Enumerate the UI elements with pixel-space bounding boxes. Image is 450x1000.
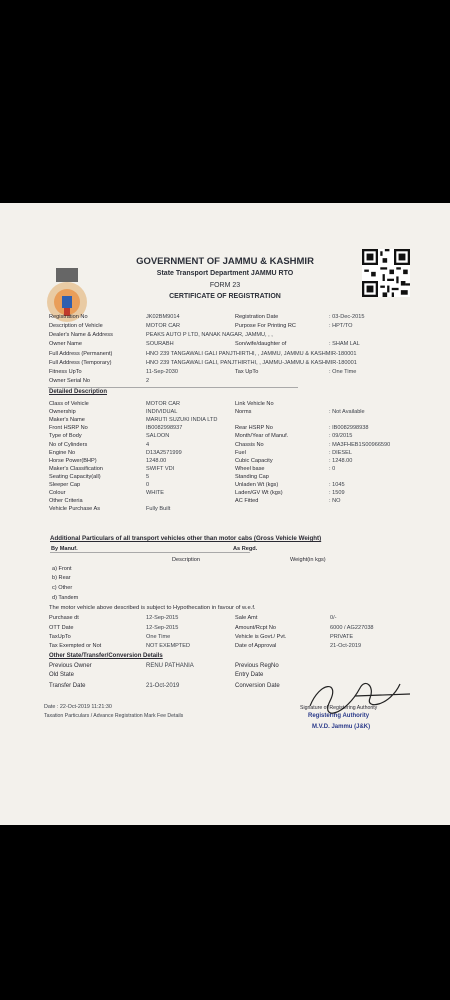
detail-value: SWIFT VDI [146, 466, 175, 472]
field-value: JK02BM9014 [146, 314, 180, 320]
detail-value: 0 [146, 482, 150, 488]
detail-label: Norms [235, 409, 252, 415]
certificate-title: CERTIFICATE OF REGISTRATION [169, 293, 281, 300]
detail-label: Chassis No [235, 442, 264, 448]
detail-value: : 09/2015 [329, 433, 353, 439]
detail-label: Fuel [235, 450, 246, 456]
government-title: GOVERNMENT OF JAMMU & KASHMIR [136, 256, 314, 267]
divider-line [50, 552, 250, 553]
by-manuf-label: By Manuf. [51, 546, 78, 552]
detail-value: 4 [146, 442, 150, 448]
detail-label: Horse Power(BHP) [49, 458, 97, 464]
detail-label: Type of Body [49, 433, 82, 439]
transfer-details-title: Other State/Transfer/Conversion Details [49, 653, 163, 659]
purchase-label: Date of Approval [235, 643, 277, 649]
description-header: Description [172, 557, 200, 563]
detail-value: WHITE [146, 490, 165, 496]
field-value: : SHAM LAL [329, 341, 360, 347]
field-label: Description of Vehicle [49, 323, 103, 329]
weight-header: Weight(in kgs) [290, 557, 326, 563]
detail-value: : 1045 [329, 482, 345, 488]
detail-value: SALOON [146, 433, 170, 439]
detail-value: 1248.00 [146, 458, 167, 464]
transfer-label: Transfer Date [49, 683, 86, 689]
transfer-label: Conversion Date [235, 683, 280, 689]
purchase-label: Tax Exempted or Not [49, 643, 102, 649]
detail-label: Class of Vehicle [49, 401, 89, 407]
detail-label: Standing Cap [235, 474, 269, 480]
detail-value: Fully Built [146, 506, 171, 512]
purchase-value: One Time [146, 634, 171, 640]
transfer-label: Old State [49, 672, 75, 678]
field-value: 11-Sep-2030 [146, 369, 178, 375]
transfer-label: Previous RegNo [235, 663, 279, 669]
detail-value: : MA3FHEB1S00966590 [329, 442, 391, 448]
purchase-label: Sale Amt [235, 615, 258, 621]
detail-label: AC Fitted [235, 498, 259, 504]
detail-label: Laden/GV Wt (kgs) [235, 490, 283, 496]
field-value: : One Time [329, 369, 357, 375]
purchase-label: Purchase dt [49, 615, 79, 621]
detail-label: Front HSRP No [49, 425, 88, 431]
detail-label: Wheel base [235, 466, 265, 472]
field-value: MOTOR CAR [146, 323, 181, 329]
field-value: PEAKS AUTO P LTD, NANAK NAGAR, JAMMU, , , [146, 332, 273, 338]
field-value: SOURABH [146, 341, 174, 347]
detail-value: MOTOR CAR [146, 401, 181, 407]
purchase-label: OTT Date [49, 625, 74, 631]
axle-item: c) Other [52, 585, 73, 591]
detail-label: Ownership [49, 409, 76, 415]
signature-caption: Signature of Registering Authority [300, 705, 378, 711]
purchase-value: PRIVATE [330, 634, 354, 640]
axle-item: a) Front [52, 566, 72, 572]
field-label: Full Address (Permanent) [49, 351, 113, 357]
detail-label: Unladen Wt (kgs) [235, 482, 279, 488]
detail-label: No of Cylinders [49, 442, 88, 448]
detail-value: IB0082998937 [146, 425, 183, 431]
field-label: Registration No [49, 314, 88, 320]
purchase-value: 12-Sep-2015 [146, 625, 179, 631]
detail-label: Link Vehicle No [235, 401, 274, 407]
taxation-particulars: Taxation Particulars / Advance Registration Mark Fee Details [44, 713, 184, 719]
detail-value: : 1248.00 [329, 458, 353, 464]
hypothecation-note: The motor vehicle above described is subject to Hypothecation in favour of w.e.f. [49, 605, 256, 611]
field-label: Purpose For Printing RC [235, 323, 296, 329]
field-value: : 03-Dec-2015 [329, 314, 365, 320]
detail-label: Maker's Name [49, 417, 85, 423]
authority-stamp-line2: M.V.D. Jammu (J&K) [312, 724, 371, 730]
detail-value: : DIESEL [329, 450, 353, 456]
field-value: : HPT/TO [329, 323, 353, 329]
detail-label: Cubic Capacity [235, 458, 273, 464]
purchase-value: 21-Oct-2019 [330, 643, 362, 649]
form-number: FORM 23 [209, 282, 241, 289]
detail-label: Month/Year of Manuf. [235, 433, 289, 439]
detail-value: INDIVIDUAL [146, 409, 178, 415]
field-value: HNO 239 TANGAWALI GALI PANJTHIRTHI, , JAMMU, JAMMU & KASHMIR-180001 [146, 351, 357, 357]
purchase-label: Vehicle is Govt./ Pvt. [235, 634, 287, 640]
detail-value: : Not Available [329, 409, 365, 415]
detail-value: : NO [329, 498, 341, 504]
purchase-value: 0/- [330, 615, 337, 621]
detail-label: Colour [49, 490, 66, 496]
axle-item: b) Rear [52, 575, 71, 581]
purchase-value: 6000 / AG227038 [330, 625, 374, 631]
purchase-value: NOT EXEMPTED [146, 643, 191, 649]
detail-label: Sleeper Cap [49, 482, 81, 488]
field-label: Fitness UpTo [49, 369, 82, 375]
field-label: Registration Date [235, 314, 279, 320]
detail-label: Other Criteria [49, 498, 83, 504]
transfer-label: Previous Owner [49, 663, 92, 669]
transfer-label: Entry Date [235, 672, 264, 678]
field-value: 2 [146, 378, 150, 384]
additional-particulars-title: Additional Particulars of all transport vehicles other than motor cabs (Gross Vehicle Weight) [50, 535, 322, 542]
divider-line [48, 387, 298, 388]
purchase-label: TaxUpTo [49, 634, 71, 640]
print-date: Date : 22-Oct-2019 11:21:30 [44, 704, 112, 710]
purchase-value: 12-Sep-2015 [146, 615, 179, 621]
purchase-label: Amount/Rcpt No [235, 625, 277, 631]
detail-value: D13A2571999 [146, 450, 182, 456]
detail-label: Seating Capacity(all) [49, 474, 101, 480]
axle-item: d) Tandem [52, 595, 79, 601]
department-name: State Transport Department JAMMU RTO [156, 270, 294, 277]
field-label: Full Address (Temporary) [49, 360, 112, 366]
detail-value: MARUTI SUZUKI INDIA LTD [146, 417, 218, 423]
detail-value: 5 [146, 474, 150, 480]
field-label: Owner Serial No [49, 378, 91, 384]
detail-value: : 0 [329, 466, 336, 472]
signature [300, 676, 420, 718]
authority-stamp-line1: Registering Authority [308, 713, 370, 719]
field-value: HNO 239 TANGAWALI GALI, PANJTHIRTHI, , JAMMU-JAMMU & KASHMIR-180001 [146, 360, 357, 366]
field-label: Tax UpTo [235, 369, 259, 375]
field-label: Dealer's Name & Address [49, 332, 113, 338]
detail-label: Engine No [49, 450, 76, 456]
field-label: Son/wife/daughter of [235, 341, 287, 347]
section-title-detailed: Detailed Description [49, 389, 108, 395]
detail-value: : IB0082998938 [329, 425, 369, 431]
transfer-value: RENU PATHANIA [146, 663, 194, 669]
detail-value: : 1509 [329, 490, 345, 496]
detail-label: Maker's Classification [49, 466, 103, 472]
field-label: Owner Name [49, 341, 82, 347]
transfer-value: 21-Oct-2019 [146, 683, 180, 689]
detail-label: Vehicle Purchase As [49, 506, 100, 512]
as-regd-label: As Regd. [233, 546, 258, 552]
detail-label: Rear HSRP No [235, 425, 273, 431]
